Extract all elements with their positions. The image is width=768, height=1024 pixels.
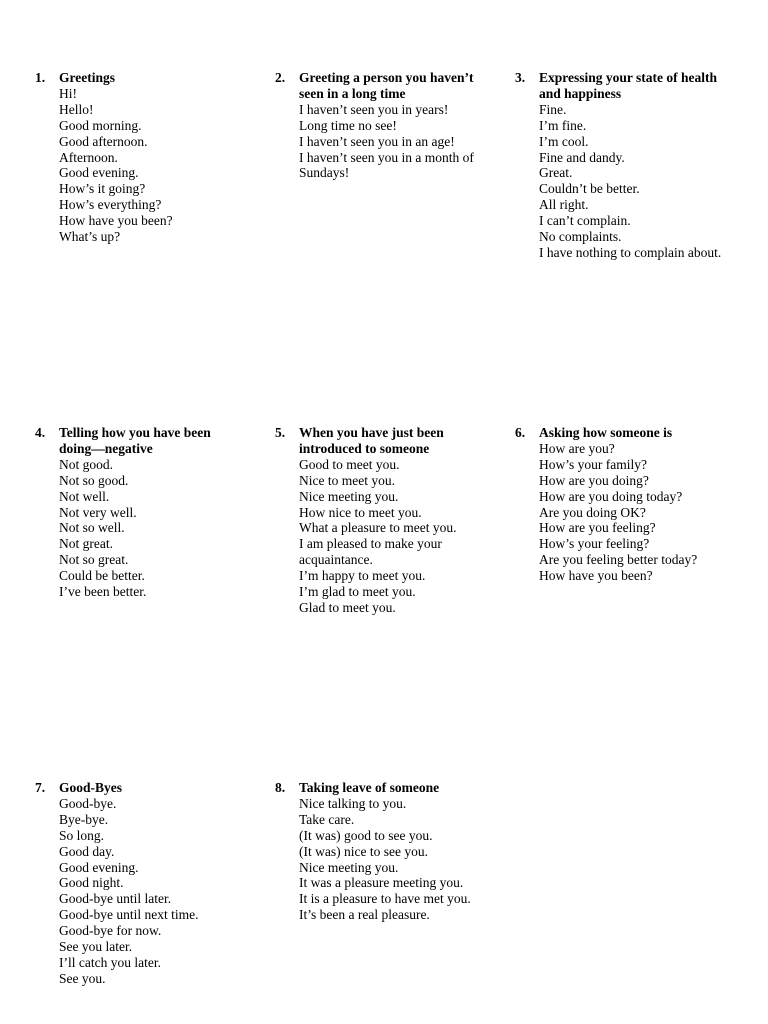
phrase-line: No complaints. <box>539 229 622 245</box>
phrase-line: I have nothing to complain about. <box>539 244 722 260</box>
phrase-line: How have you been? <box>59 213 173 229</box>
section-negative-doing <box>35 425 245 600</box>
phrase-line: Hi! <box>59 85 77 101</box>
phrase-line: I’ll catch you later. <box>59 954 161 970</box>
phrase-line: How are you? <box>539 440 615 456</box>
phrase-line: How are you doing? <box>539 472 649 488</box>
section-content <box>299 425 485 616</box>
phrase-line: I haven’t seen you in years! <box>299 101 449 117</box>
phrase-line: Not well. <box>59 488 110 504</box>
section-number: 7. <box>35 780 46 795</box>
section-heading: When you have just been introduced to someone <box>299 425 444 456</box>
phrase-line: Good evening. <box>59 165 139 181</box>
phrase-line: What’s up? <box>59 229 121 245</box>
phrase-line: How’s your family? <box>539 456 647 472</box>
section-heading: Greetings <box>59 70 115 85</box>
phrase-line: Good afternoon. <box>59 133 148 149</box>
phrase-line: How are you feeling? <box>539 520 656 536</box>
phrase-line: Not so well. <box>59 520 125 536</box>
section-content <box>59 780 245 987</box>
phrase-line: Good-bye until next time. <box>59 907 199 923</box>
phrase-line: Not very well. <box>59 504 137 520</box>
phrase-line: Fine and dandy. <box>539 149 625 165</box>
section-number: 1. <box>35 70 46 85</box>
phrase-line: Take care. <box>299 811 355 827</box>
phrase-line: Are you feeling better today? <box>539 552 698 568</box>
phrase-line: See you later. <box>59 939 133 955</box>
phrase-line: Hello! <box>59 101 94 117</box>
section-long-time-greeting <box>275 70 485 181</box>
phrase-line: Good-bye until later. <box>59 891 172 907</box>
phrase-line: Good-bye. <box>59 795 117 811</box>
phrase-line: Good-bye for now. <box>59 923 162 939</box>
phrase-line: What a pleasure to meet you. <box>299 520 457 536</box>
section-content <box>299 70 485 181</box>
section-content <box>539 70 730 261</box>
section-content <box>539 425 730 584</box>
section-heading: Greeting a person you haven’t seen in a long time <box>299 70 474 101</box>
phrase-line: So long. <box>59 827 105 843</box>
section-number: 5. <box>275 425 286 440</box>
phrase-line: Good evening. <box>59 859 139 875</box>
phrase-line: Not so great. <box>59 552 129 568</box>
section-heading: Good-Byes <box>59 780 123 795</box>
section-greetings <box>35 70 245 245</box>
phrase-line: (It was) good to see you. <box>299 827 433 843</box>
section-asking-how-someone-is <box>515 425 730 584</box>
section-number: 6. <box>515 425 526 440</box>
phrase-line: Nice talking to you. <box>299 795 407 811</box>
section-health-happiness <box>515 70 730 261</box>
phrase-line: How are you doing today? <box>539 488 683 504</box>
phrase-line: Long time no see! <box>299 117 397 133</box>
phrase-line: Good to meet you. <box>299 456 400 472</box>
section-number: 8. <box>275 780 286 795</box>
phrase-line: All right. <box>539 197 589 213</box>
section-introductions <box>275 425 485 616</box>
phrase-line: Good day. <box>59 843 115 859</box>
phrase-line: How have you been? <box>539 568 653 584</box>
phrase-line: Not good. <box>59 456 113 472</box>
section-heading: Asking how someone is <box>539 425 673 440</box>
phrase-line: I can’t complain. <box>539 213 631 229</box>
section-heading: Taking leave of someone <box>299 780 440 795</box>
phrase-line: I haven’t seen you in an age! <box>299 133 455 149</box>
phrase-line: It’s been a real pleasure. <box>299 907 430 923</box>
phrase-line: Good morning. <box>59 117 142 133</box>
phrase-line: Not great. <box>59 536 113 552</box>
phrase-line: Fine. <box>539 101 567 117</box>
phrase-line: How’s your feeling? <box>539 536 650 552</box>
phrase-line: I haven’t seen you in a month of Sundays! <box>299 149 474 181</box>
phrase-line: Afternoon. <box>59 149 118 165</box>
section-taking-leave <box>275 780 485 923</box>
phrase-line: Good night. <box>59 875 124 891</box>
phrase-line: I’m cool. <box>539 133 589 149</box>
phrase-line: I am pleased to make your acquaintance. <box>299 536 442 568</box>
section-number: 3. <box>515 70 526 85</box>
section-content <box>299 780 485 923</box>
phrase-line: How nice to meet you. <box>299 504 422 520</box>
phrase-line: Great. <box>539 165 573 181</box>
phrase-line: I’m glad to meet you. <box>299 584 416 600</box>
section-good-byes <box>35 780 245 987</box>
section-number: 4. <box>35 425 46 440</box>
phrase-line: It was a pleasure meeting you. <box>299 875 464 891</box>
phrase-line: Nice meeting you. <box>299 488 399 504</box>
section-number: 2. <box>275 70 286 85</box>
phrase-line: I’m happy to meet you. <box>299 568 426 584</box>
phrase-line: Nice to meet you. <box>299 472 395 488</box>
phrase-line: How’s it going? <box>59 181 146 197</box>
section-heading: Expressing your state of health and happiness <box>539 70 718 101</box>
section-heading: Telling how you have been doing—negative <box>59 425 211 456</box>
phrase-line: Bye-bye. <box>59 811 109 827</box>
section-content <box>59 70 245 245</box>
phrase-line: Not so good. <box>59 472 129 488</box>
phrase-line: Are you doing OK? <box>539 504 646 520</box>
phrase-line: See you. <box>59 970 106 986</box>
phrase-line: Could be better. <box>59 568 145 584</box>
phrase-line: (It was) nice to see you. <box>299 843 428 859</box>
phrase-line: Glad to meet you. <box>299 599 396 615</box>
phrase-line: How’s everything? <box>59 197 162 213</box>
phrase-line: It is a pleasure to have met you. <box>299 891 471 907</box>
phrase-line: Couldn’t be better. <box>539 181 640 197</box>
section-content <box>59 425 245 600</box>
phrase-line: I’m fine. <box>539 117 587 133</box>
phrase-line: Nice meeting you. <box>299 859 399 875</box>
phrase-line: I’ve been better. <box>59 584 147 600</box>
